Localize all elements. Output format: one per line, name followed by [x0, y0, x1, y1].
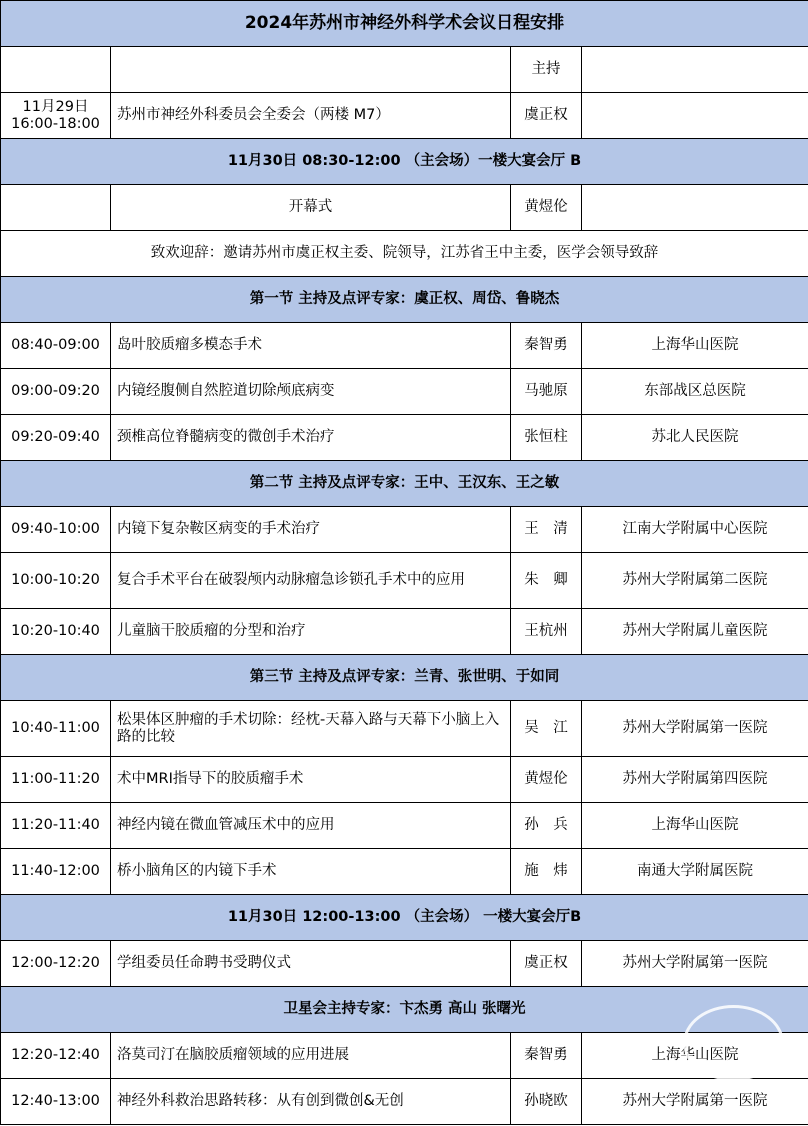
row-hospital: 苏州大学附属第一医院: [582, 1079, 808, 1125]
noon-header: 11月30日 12:00-13:00 （主会场） 一楼大宴会厅B: [1, 895, 808, 941]
row-speaker: 虞正权: [511, 941, 582, 987]
row-hospital: 苏北人民医院: [582, 415, 808, 461]
table-row: [1, 757, 808, 803]
row-time: 09:40-10:00: [1, 507, 111, 553]
row-hospital: 苏州大学附属第一医院: [582, 941, 808, 987]
host-header: 主持: [511, 47, 582, 93]
opening-label: 开幕式: [111, 185, 511, 231]
table-row: [1, 609, 808, 655]
morning-header-row: [1, 139, 808, 185]
section-header: [1, 461, 808, 507]
noon-header-row: [1, 895, 808, 941]
row-time: 10:00-10:20: [1, 553, 111, 609]
row-speaker: 孙晓欧: [511, 1079, 582, 1125]
row-hospital: 上海华山医院: [582, 1033, 808, 1079]
row-topic: 颈椎高位脊髓病变的微创手术治疗: [111, 415, 511, 461]
nov29-datetime: [1, 93, 111, 139]
page-title: 2024年苏州市神经外科学术会议日程安排: [1, 1, 808, 47]
row-time: 12:40-13:00: [1, 1079, 111, 1125]
row-topic: 内镜经腹侧自然腔道切除颅底病变: [111, 369, 511, 415]
row-time: 08:40-09:00: [1, 323, 111, 369]
row-topic: 桥小脑角区的内镜下手术: [111, 849, 511, 895]
nov29-host: 虞正权: [511, 93, 582, 139]
row-topic: 神经内镜在微血管减压术中的应用: [111, 803, 511, 849]
welcome-row: [1, 231, 808, 277]
row-time: 11:20-11:40: [1, 803, 111, 849]
row-hospital: 江南大学附属中心医院: [582, 507, 808, 553]
row-speaker: 朱 卿: [511, 553, 582, 609]
row-topic: 复合手术平台在破裂颅内动脉瘤急诊锁孔手术中的应用: [111, 553, 511, 609]
table-row: [1, 507, 808, 553]
row-time: 11:40-12:00: [1, 849, 111, 895]
satellite-title: 卫星会主持专家：卞杰勇 高山 张曙光: [1, 987, 808, 1033]
row-topic: 内镜下复杂鞍区病变的手术治疗: [111, 507, 511, 553]
row-speaker: 吴 江: [511, 701, 582, 757]
nov29-topic: 苏州市神经外科委员会全委会（两楼 M7）: [111, 93, 511, 139]
welcome-speech: 致欢迎辞：邀请苏州市虞正权主委、院领导，江苏省王中主委，医学会领导致辞: [1, 231, 808, 277]
row-speaker: 孙 兵: [511, 803, 582, 849]
row-topic: 神经外科救治思路转移：从有创到微创&无创: [111, 1079, 511, 1125]
table-row: [1, 1079, 808, 1125]
nov29-row: [1, 93, 808, 139]
row-hospital: 东部战区总医院: [582, 369, 808, 415]
row-speaker: 王杭州: [511, 609, 582, 655]
section-header: [1, 277, 808, 323]
row-time: 12:00-12:20: [1, 941, 111, 987]
opening-host: 黄煜伦: [511, 185, 582, 231]
row-speaker: 马驰原: [511, 369, 582, 415]
row-hospital: 上海华山医院: [582, 323, 808, 369]
row-time: 10:20-10:40: [1, 609, 111, 655]
table-row: [1, 701, 808, 757]
row-hospital: 苏州大学附属第二医院: [582, 553, 808, 609]
header-row: [1, 47, 808, 93]
section-2-title: 第二节 主持及点评专家：王中、王汉东、王之敏: [1, 461, 808, 507]
row-topic: 术中MRI指导下的胶质瘤手术: [111, 757, 511, 803]
row-topic: 学组委员任命聘书受聘仪式: [111, 941, 511, 987]
row-topic: 松果体区肿瘤的手术切除：经枕-天幕入路与天幕下小脑上入路的比较: [111, 701, 511, 757]
row-hospital: 上海华山医院: [582, 803, 808, 849]
row-speaker: 黄煜伦: [511, 757, 582, 803]
row-speaker: 秦智勇: [511, 1033, 582, 1079]
row-topic: 儿童脑干胶质瘤的分型和治疗: [111, 609, 511, 655]
table-row: [1, 1033, 808, 1079]
section-3-title: 第三节 主持及点评专家：兰青、张世明、于如同: [1, 655, 808, 701]
row-speaker: 王 清: [511, 507, 582, 553]
row-speaker: 施 炜: [511, 849, 582, 895]
row-topic: 洛莫司汀在脑胶质瘤领域的应用进展: [111, 1033, 511, 1079]
row-time: 11:00-11:20: [1, 757, 111, 803]
row-speaker: 张恒柱: [511, 415, 582, 461]
table-row: [1, 369, 808, 415]
row-hospital: 南通大学附属医院: [582, 849, 808, 895]
table-row: [1, 553, 808, 609]
table-row: [1, 849, 808, 895]
table-row: [1, 415, 808, 461]
opening-row: [1, 185, 808, 231]
section-1-title: 第一节 主持及点评专家：虞正权、周岱、鲁晓杰: [1, 277, 808, 323]
row-hospital: 苏州大学附属第一医院: [582, 701, 808, 757]
row-time: 12:20-12:40: [1, 1033, 111, 1079]
row-topic: 岛叶胶质瘤多模态手术: [111, 323, 511, 369]
table-row: [1, 941, 808, 987]
row-hospital: 苏州大学附属第四医院: [582, 757, 808, 803]
section-header: [1, 987, 808, 1033]
row-time: 10:40-11:00: [1, 701, 111, 757]
table-row: [1, 803, 808, 849]
nov29-date: 11月29日: [22, 98, 89, 115]
morning-header: 11月30日 08:30-12:00 （主会场）一楼大宴会厅 B: [1, 139, 808, 185]
section-header: [1, 655, 808, 701]
table-row: [1, 323, 808, 369]
nov29-time: 16:00-18:00: [11, 115, 100, 132]
row-speaker: 秦智勇: [511, 323, 582, 369]
row-hospital: 苏州大学附属儿童医院: [582, 609, 808, 655]
row-time: 09:00-09:20: [1, 369, 111, 415]
title-row: [1, 1, 808, 47]
row-time: 09:20-09:40: [1, 415, 111, 461]
